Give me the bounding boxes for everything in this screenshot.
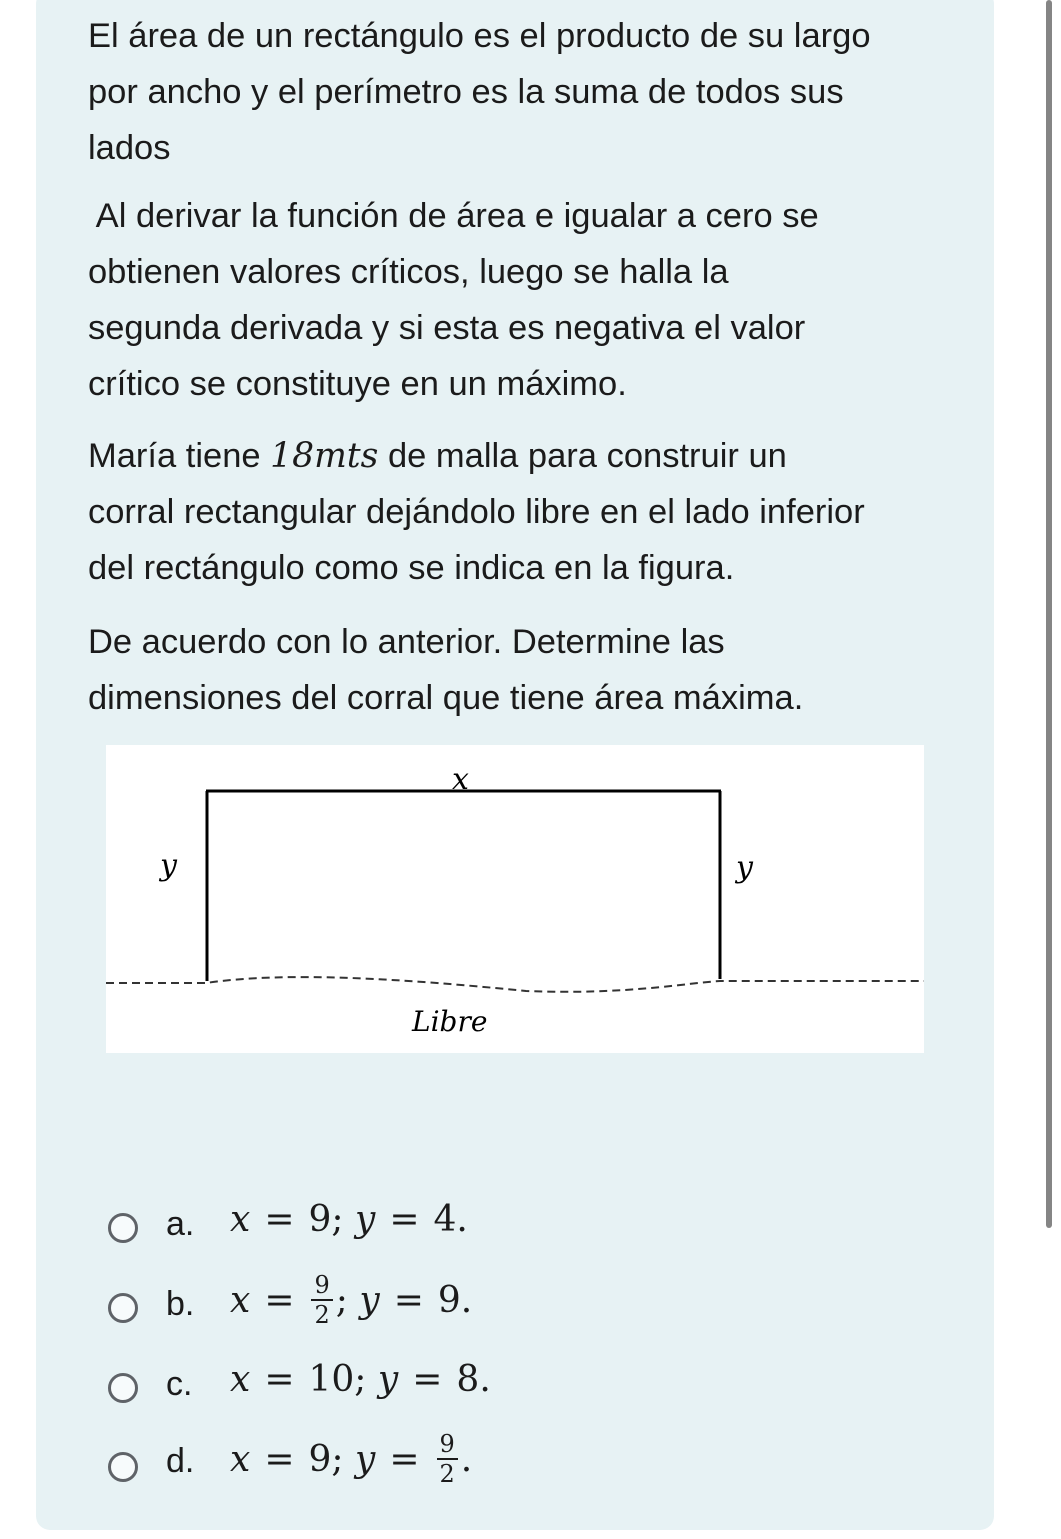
x-value: 10: [308, 1359, 355, 1400]
label-x: x: [452, 762, 469, 797]
equals-sign: =: [264, 1279, 295, 1321]
radio-a[interactable]: [108, 1213, 138, 1243]
var-y: y: [359, 1279, 380, 1321]
var-y: y: [354, 1438, 376, 1480]
question-paragraph-4: [88, 614, 803, 726]
numerator: 9: [437, 1432, 458, 1460]
var-x: x: [230, 1279, 251, 1321]
period: .: [456, 1199, 468, 1240]
text-line: segunda derivada y si esta es negativa el valor: [88, 309, 806, 347]
y-value: 8: [456, 1359, 480, 1400]
var-x: x: [230, 1359, 251, 1400]
question-paragraph-1: [88, 8, 871, 176]
separator: ;: [335, 1279, 348, 1321]
text-line: [88, 428, 865, 484]
var-y: y: [377, 1359, 399, 1400]
option-d[interactable]: [106, 1430, 806, 1494]
label-y-left: y: [160, 848, 177, 883]
option-c-math: [230, 1359, 491, 1400]
equals-sign: =: [389, 1438, 420, 1480]
text-line: lados: [88, 129, 171, 167]
radio-d[interactable]: [108, 1452, 138, 1482]
option-letter: b.: [166, 1285, 195, 1323]
equals-sign: =: [264, 1199, 295, 1240]
option-letter: d.: [166, 1442, 195, 1480]
x-value: 9: [308, 1199, 332, 1240]
period: .: [460, 1438, 473, 1480]
denominator: 2: [439, 1460, 455, 1488]
option-b[interactable]: [106, 1271, 806, 1335]
scrollbar[interactable]: [1046, 0, 1052, 1228]
option-b-math: [230, 1273, 472, 1327]
corral-figure: [106, 745, 924, 1053]
period: .: [479, 1359, 491, 1400]
radio-c[interactable]: [108, 1373, 138, 1403]
numerator: 9: [311, 1273, 332, 1301]
text-segment: de malla para construir un: [378, 437, 787, 475]
x-value: 9: [308, 1438, 332, 1480]
radio-b[interactable]: [108, 1293, 138, 1323]
text-line: Al derivar la función de área e igualar a cero se: [88, 197, 819, 235]
period: .: [460, 1279, 473, 1321]
equals-sign: =: [412, 1359, 443, 1400]
math-quantity: 18mts: [270, 436, 379, 476]
separator: ;: [354, 1359, 367, 1400]
text-line: El área de un rectángulo es el producto de su largo: [88, 17, 871, 55]
var-y: y: [354, 1199, 376, 1240]
text-line: dimensiones del corral que tiene área máxima.: [88, 679, 804, 717]
text-segment: María tiene: [88, 437, 271, 475]
question-paragraph-3: [88, 428, 865, 596]
corral-diagram: [106, 745, 924, 1053]
denominator: 2: [314, 1301, 330, 1329]
open-side-dashed-line: [106, 977, 924, 992]
equals-sign: =: [264, 1359, 295, 1400]
text-line: obtienen valores críticos, luego se halla la: [88, 253, 729, 291]
option-letter: a.: [166, 1205, 195, 1243]
label-libre: Libre: [412, 1005, 488, 1038]
equals-sign: =: [393, 1279, 424, 1321]
fraction: [437, 1432, 458, 1486]
option-a[interactable]: [106, 1195, 806, 1255]
option-letter: c.: [166, 1365, 193, 1403]
equals-sign: =: [389, 1199, 420, 1240]
text-line: crítico se constituye en un máximo.: [88, 365, 627, 403]
option-c[interactable]: [106, 1355, 806, 1415]
equals-sign: =: [264, 1438, 295, 1480]
y-value: 4: [433, 1199, 457, 1240]
text-line: por ancho y el perímetro es la suma de todos sus: [88, 73, 844, 111]
fraction: [311, 1273, 332, 1327]
var-x: x: [230, 1438, 251, 1480]
text-line: del rectángulo como se indica en la figura.: [88, 549, 735, 587]
separator: ;: [331, 1199, 344, 1240]
text-line: corral rectangular dejándolo libre en el lado inferior: [88, 493, 865, 531]
option-a-math: [230, 1199, 468, 1240]
label-y-right: y: [736, 850, 753, 885]
var-x: x: [230, 1199, 251, 1240]
y-value: 9: [437, 1279, 461, 1321]
text-line: De acuerdo con lo anterior. Determine las: [88, 623, 725, 661]
option-d-math: [230, 1432, 472, 1486]
question-paragraph-2: [88, 188, 819, 412]
separator: ;: [331, 1438, 344, 1480]
